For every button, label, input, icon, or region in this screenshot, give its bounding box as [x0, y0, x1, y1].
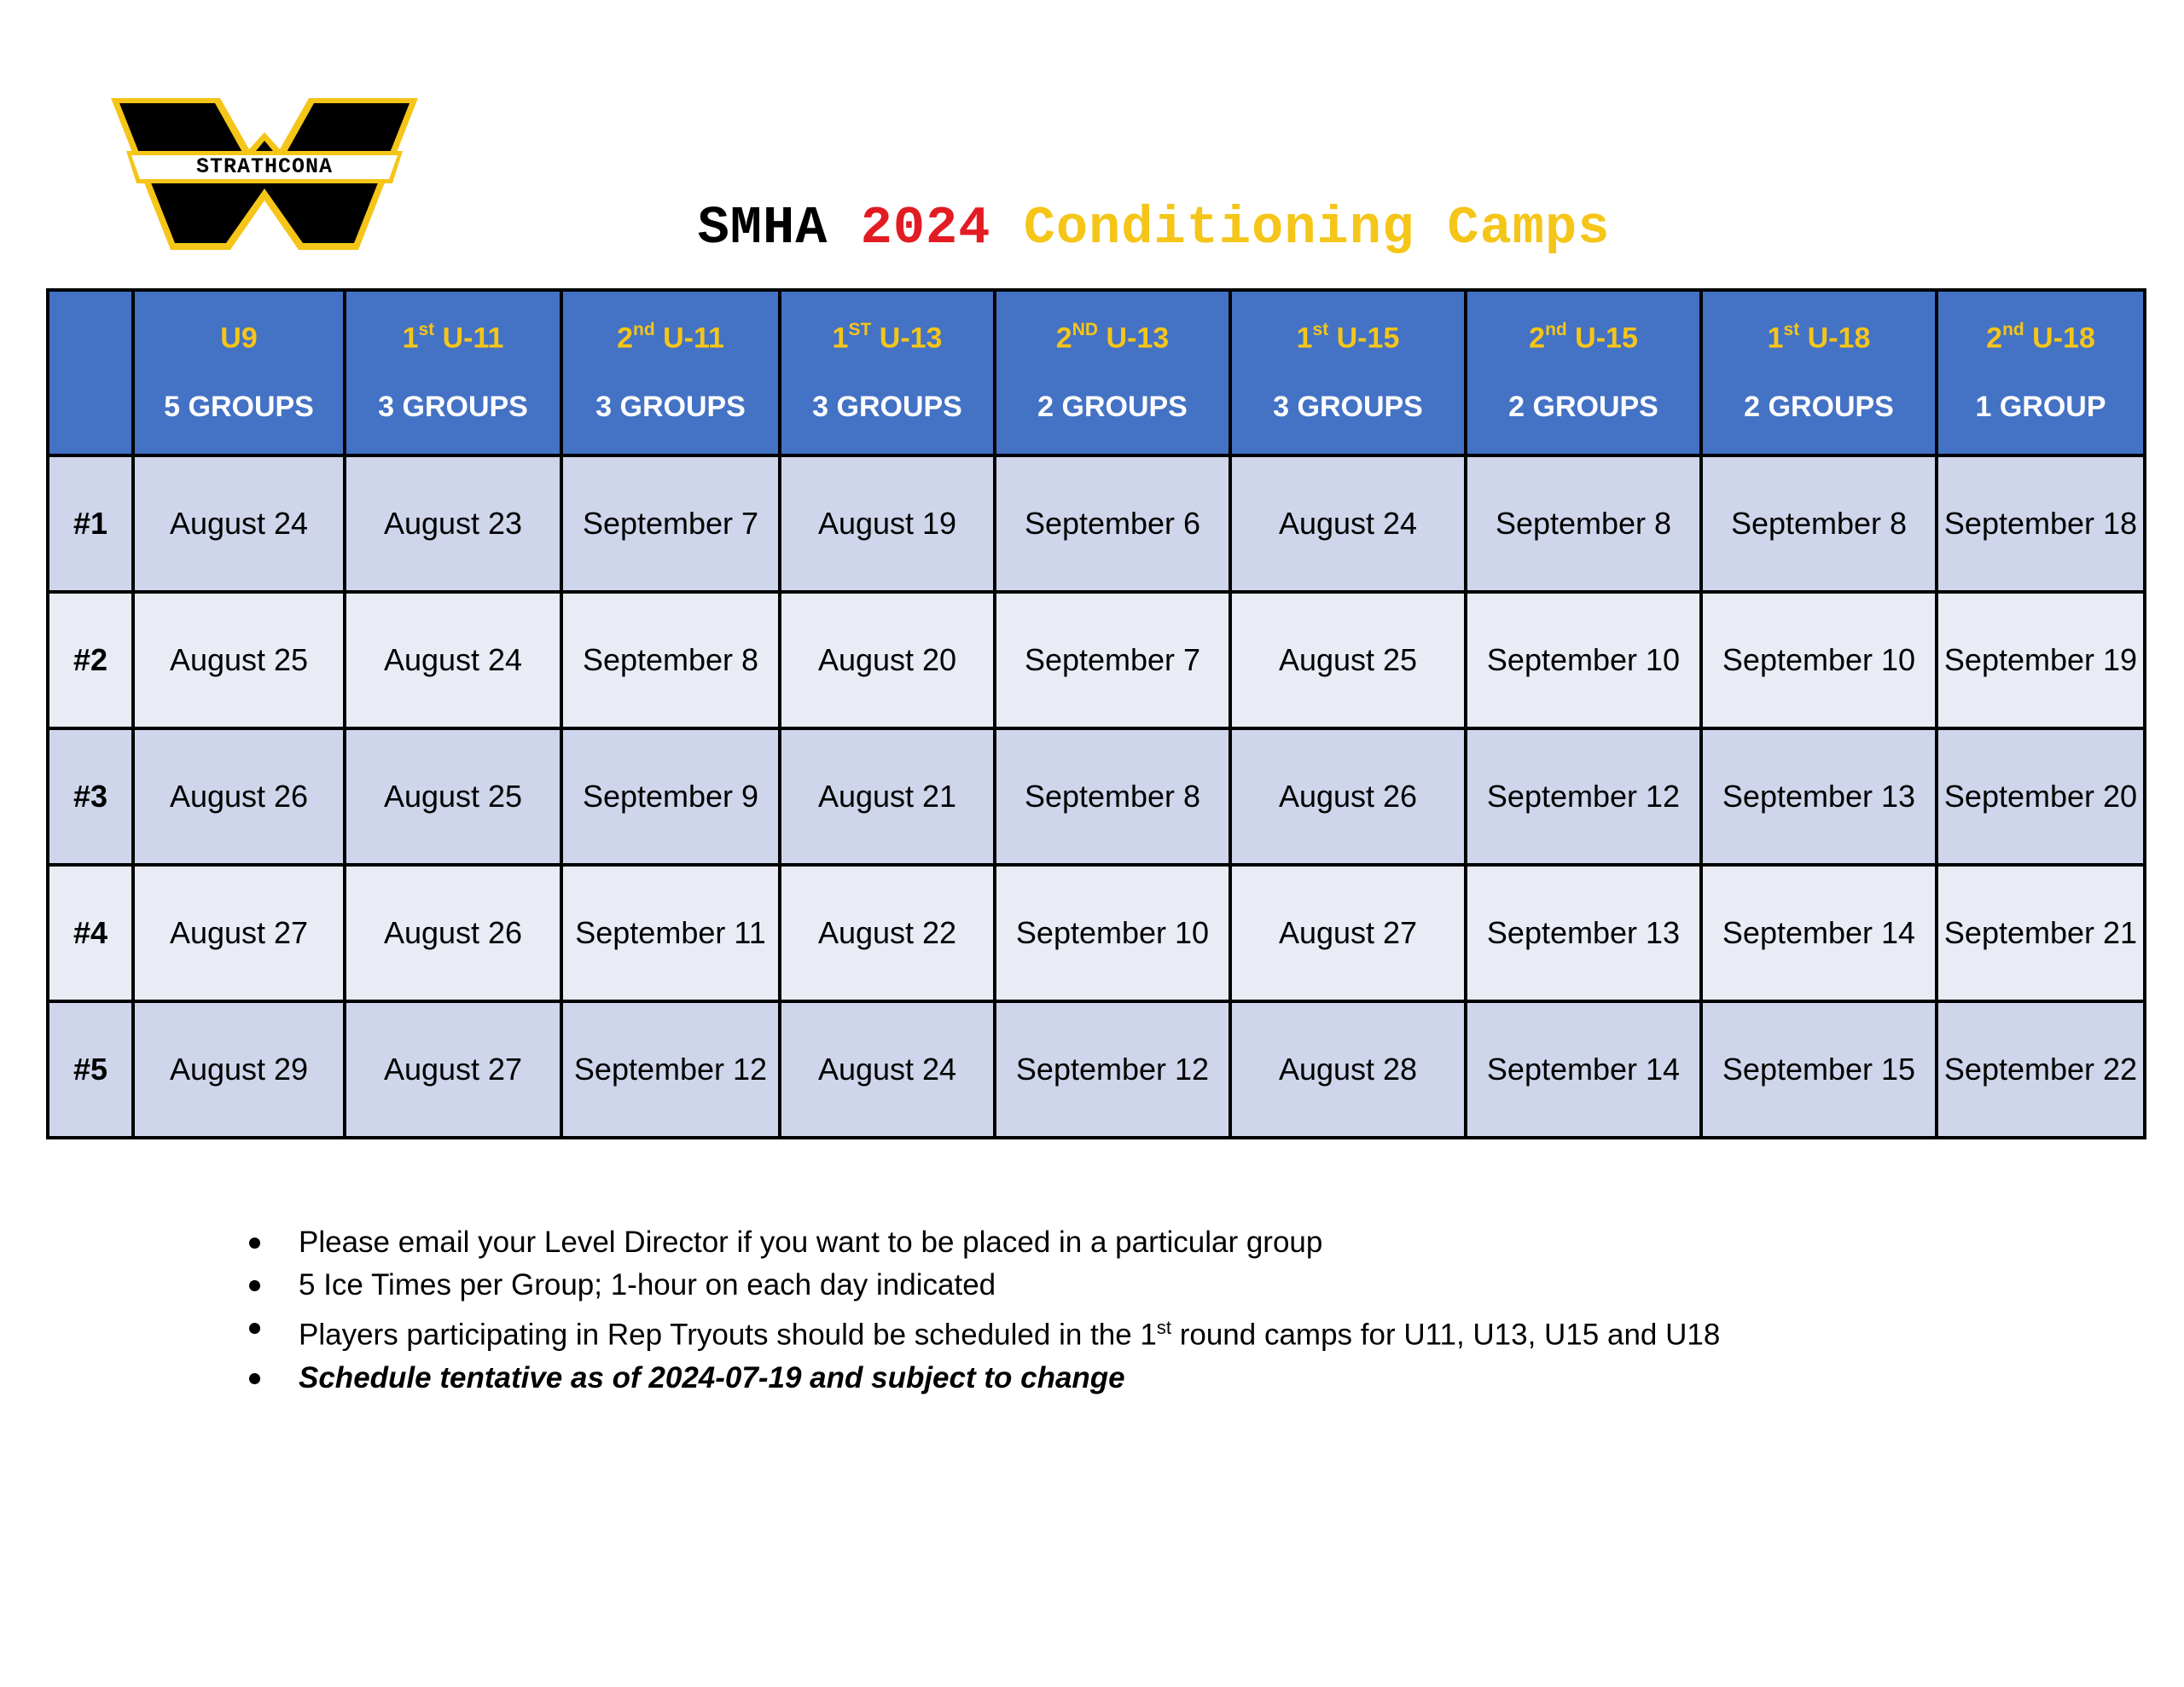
table-cell: August 24	[1230, 455, 1466, 592]
table-cell: August 27	[133, 865, 345, 1001]
table-cell: August 26	[1230, 728, 1466, 865]
table-cell: September 8	[1466, 455, 1701, 592]
table-cell: September 9	[561, 728, 780, 865]
table-cell: September 18	[1937, 455, 2145, 592]
table-cell: August 25	[1230, 592, 1466, 728]
table-cell: September 8	[561, 592, 780, 728]
table-cell: September 10	[1701, 592, 1937, 728]
table-cell: August 27	[1230, 865, 1466, 1001]
row-label: #4	[48, 865, 133, 1001]
table-cell: September 20	[1937, 728, 2145, 865]
header-2nd-u15: 2nd U-15 2 GROUPS	[1466, 290, 1701, 455]
title-org: SMHA	[697, 198, 828, 258]
list-item: Schedule tentative as of 2024-07-19 and subject to change	[247, 1357, 1720, 1400]
header-2nd-u11: 2nd U-11 3 GROUPS	[561, 290, 780, 455]
table-cell: August 25	[133, 592, 345, 728]
table-cell: September 12	[561, 1001, 780, 1138]
header-1st-u15: 1st U-15 3 GROUPS	[1230, 290, 1466, 455]
table-cell: September 7	[561, 455, 780, 592]
table-cell: August 26	[133, 728, 345, 865]
table-cell: September 14	[1701, 865, 1937, 1001]
table-cell: September 19	[1937, 592, 2145, 728]
row-label: #1	[48, 455, 133, 592]
table-cell: August 20	[780, 592, 995, 728]
row-label: #5	[48, 1001, 133, 1138]
header-1st-u11: 1st U-11 3 GROUPS	[345, 290, 561, 455]
list-item: 5 Ice Times per Group; 1-hour on each day indicated	[247, 1264, 1720, 1307]
header-u9: U9 5 GROUPS	[133, 290, 345, 455]
table-cell: August 28	[1230, 1001, 1466, 1138]
table-cell: August 29	[133, 1001, 345, 1138]
header-1st-u18: 1st U-18 2 GROUPS	[1701, 290, 1937, 455]
table-row	[48, 592, 2145, 728]
table-cell: September 12	[1466, 728, 1701, 865]
title-year: 2024	[860, 198, 991, 258]
table-cell: September 13	[1466, 865, 1701, 1001]
table-cell: August 24	[780, 1001, 995, 1138]
row-label: #3	[48, 728, 133, 865]
header-1st-u13: 1ST U-13 3 GROUPS	[780, 290, 995, 455]
table-cell: September 11	[561, 865, 780, 1001]
header-2nd-u13: 2ND U-13 2 GROUPS	[995, 290, 1230, 455]
table-cell: September 21	[1937, 865, 2145, 1001]
table-cell: August 24	[133, 455, 345, 592]
table-cell: September 8	[1701, 455, 1937, 592]
row-label: #2	[48, 592, 133, 728]
table-row	[48, 728, 2145, 865]
notes-list	[247, 1221, 1720, 1400]
list-item: Please email your Level Director if you want to be placed in a particular group	[247, 1221, 1720, 1264]
table-cell: September 10	[1466, 592, 1701, 728]
table-cell: August 25	[345, 728, 561, 865]
list-item: Players participating in Rep Tryouts should be scheduled in the 1st round camps for U11, U13, U15 and U18	[247, 1307, 1720, 1357]
table-cell: August 19	[780, 455, 995, 592]
table-cell: August 23	[345, 455, 561, 592]
table-cell: August 26	[345, 865, 561, 1001]
table-cell: September 15	[1701, 1001, 1937, 1138]
table-cell: September 6	[995, 455, 1230, 592]
table-row	[48, 1001, 2145, 1138]
table-cell: August 22	[780, 865, 995, 1001]
table-cell: September 7	[995, 592, 1230, 728]
table-cell: September 8	[995, 728, 1230, 865]
logo-banner-text: STRATHCONA	[195, 154, 334, 179]
schedule-table	[46, 288, 2146, 1139]
table-cell: August 21	[780, 728, 995, 865]
table-row	[48, 865, 2145, 1001]
table-cell: September 12	[995, 1001, 1230, 1138]
header-2nd-u18: 2nd U-18 1 GROUP	[1937, 290, 2145, 455]
table-header-row	[48, 290, 2145, 455]
table-cell: September 13	[1701, 728, 1937, 865]
header-corner	[48, 290, 133, 455]
table-cell: September 14	[1466, 1001, 1701, 1138]
page-title	[0, 198, 2184, 258]
table-cell: September 10	[995, 865, 1230, 1001]
title-text: Conditioning Camps	[1023, 198, 1611, 258]
table-cell: September 22	[1937, 1001, 2145, 1138]
table-cell: August 24	[345, 592, 561, 728]
table-row	[48, 455, 2145, 592]
table-cell: August 27	[345, 1001, 561, 1138]
